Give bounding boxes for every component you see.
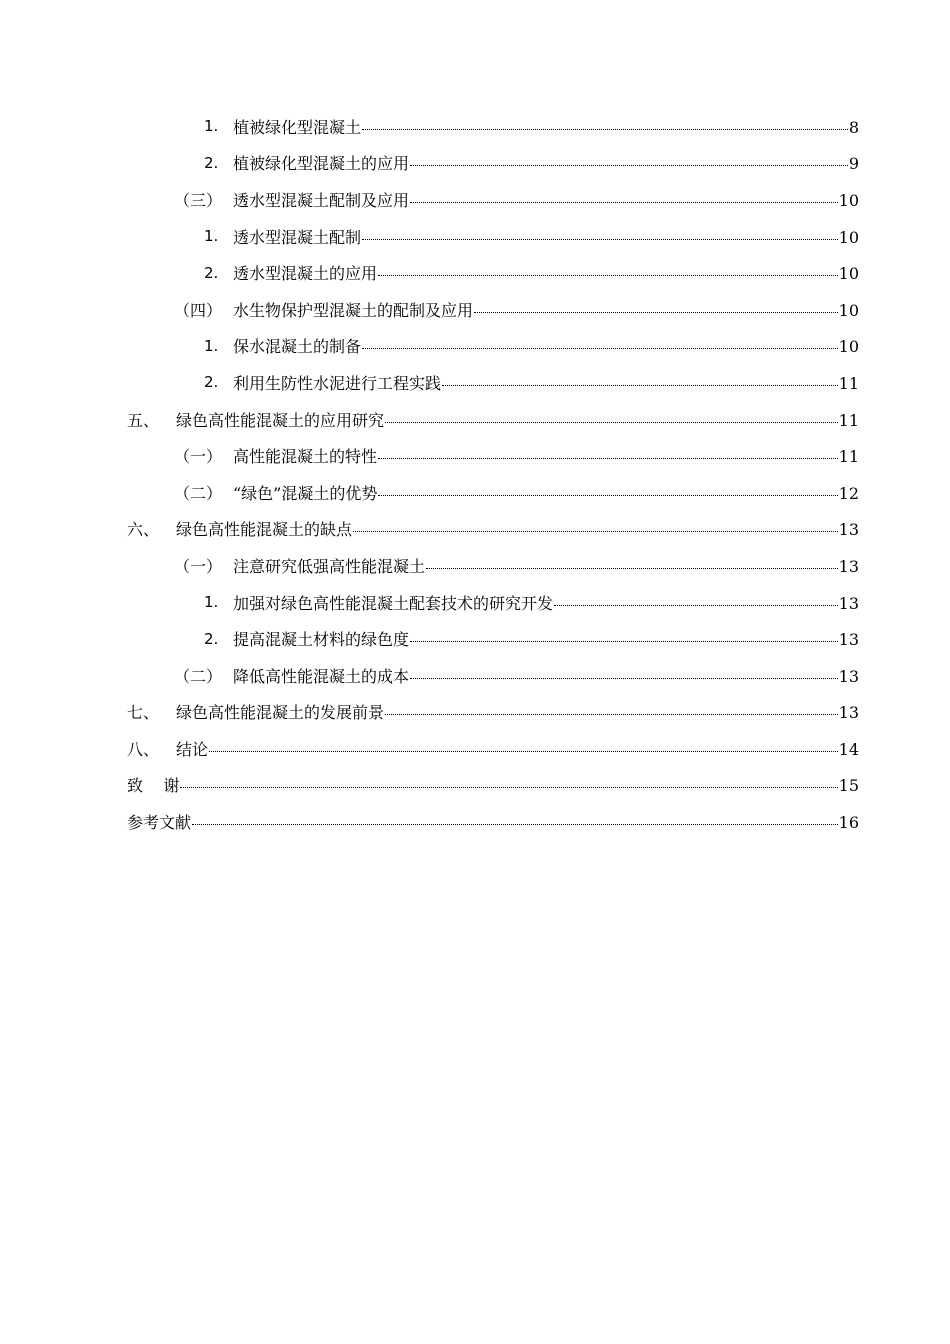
toc-entry-title: 参考文献 (127, 813, 192, 833)
toc-entry-page-number: 13 (838, 593, 859, 613)
toc-entry-number: 五、 (127, 410, 160, 430)
toc-entry-number: 七、 (127, 703, 160, 723)
dot-leader (410, 165, 848, 166)
dot-leader (192, 824, 838, 825)
toc-entry[interactable] (0, 584, 950, 621)
toc-entry-title: “绿色”混凝土的优势 (233, 483, 378, 503)
toc-entry-title: 透水型混凝土配制 (233, 227, 362, 247)
toc-entry-title: 绿色高性能混凝土的缺点 (176, 520, 353, 540)
toc-entry-number: （二） (174, 666, 223, 686)
dot-leader (474, 312, 838, 313)
toc-entry-number: （二） (174, 483, 223, 503)
toc-entry-line (233, 481, 859, 504)
toc-entry-number: 2. (204, 263, 219, 282)
toc-entry[interactable] (0, 291, 950, 328)
toc-entry[interactable] (0, 803, 950, 840)
toc-entry[interactable] (0, 145, 950, 182)
toc-entry-page-number: 13 (838, 630, 859, 650)
toc-entry-line (233, 554, 859, 577)
table-of-contents (0, 108, 950, 840)
toc-entry-title: 提高混凝土材料的绿色度 (233, 630, 410, 650)
toc-entry[interactable] (0, 437, 950, 474)
toc-entry-page-number: 9 (848, 154, 859, 174)
dot-leader (362, 239, 838, 240)
toc-entry-line (233, 298, 859, 321)
toc-entry-title: 利用生防性水泥进行工程实践 (233, 373, 442, 393)
toc-entry[interactable] (0, 474, 950, 511)
toc-entry[interactable] (0, 694, 950, 731)
dot-leader (180, 787, 837, 788)
toc-entry-page-number: 13 (838, 520, 859, 540)
dot-leader (410, 641, 838, 642)
toc-entry[interactable] (0, 657, 950, 694)
toc-entry-page-number: 10 (838, 190, 859, 210)
toc-entry-title: 透水型混凝土配制及应用 (233, 190, 410, 210)
toc-entry-page-number: 11 (838, 373, 859, 393)
toc-entry-page-number: 10 (838, 300, 859, 320)
dot-leader (362, 129, 848, 130)
toc-entry-title: 植被绿化型混凝土 (233, 117, 362, 137)
toc-entry-number: 2. (204, 629, 219, 648)
toc-entry-number: 2. (204, 373, 219, 392)
dot-leader (378, 275, 838, 276)
toc-entry-page-number: 12 (838, 483, 859, 503)
toc-entry-line (176, 517, 859, 540)
toc-entry-line (176, 408, 859, 431)
toc-entry-number: 1. (204, 227, 219, 246)
toc-entry-line (233, 151, 859, 174)
toc-entry-page-number: 8 (848, 117, 859, 137)
toc-entry-number: （四） (174, 300, 223, 320)
toc-entry-page-number: 13 (838, 703, 859, 723)
toc-entry-title: 高性能混凝土的特性 (233, 447, 378, 467)
toc-entry-number: （一） (174, 447, 223, 467)
dot-leader (362, 348, 838, 349)
toc-entry-title: 降低高性能混凝土的成本 (233, 666, 410, 686)
toc-entry[interactable] (0, 511, 950, 548)
toc-entry[interactable] (0, 730, 950, 767)
toc-entry-number: 八、 (127, 739, 160, 759)
toc-entry-page-number: 14 (838, 739, 859, 759)
dot-leader (410, 202, 838, 203)
toc-entry-line (127, 810, 859, 833)
toc-entry-line (127, 773, 859, 796)
toc-entry-line (233, 261, 859, 284)
toc-entry-line (176, 737, 859, 760)
toc-entry-page-number: 11 (838, 447, 859, 467)
dot-leader (378, 495, 837, 496)
toc-entry-title: 绿色高性能混凝土的应用研究 (176, 410, 385, 430)
toc-entry-number: （三） (174, 190, 223, 210)
dot-leader (554, 605, 838, 606)
toc-entry-page-number: 11 (838, 410, 859, 430)
toc-entry-title: 致 谢 (127, 776, 180, 796)
dot-leader (209, 751, 838, 752)
toc-entry-line (233, 188, 859, 211)
toc-entry-title: 绿色高性能混凝土的发展前景 (176, 703, 385, 723)
toc-entry-line (233, 444, 859, 467)
toc-entry-page-number: 13 (838, 666, 859, 686)
toc-entry-title: 注意研究低强高性能混凝土 (233, 556, 426, 576)
toc-entry-page-number: 10 (838, 337, 859, 357)
toc-entry-page-number: 15 (838, 776, 859, 796)
toc-entry[interactable] (0, 218, 950, 255)
toc-entry[interactable] (0, 620, 950, 657)
toc-entry-number: 2. (204, 153, 219, 172)
dot-leader (353, 531, 838, 532)
toc-entry[interactable] (0, 364, 950, 401)
toc-entry-line (233, 334, 859, 357)
toc-entry-page-number: 16 (838, 813, 859, 833)
toc-entry-page-number: 10 (838, 264, 859, 284)
toc-entry-page-number: 10 (838, 227, 859, 247)
toc-entry-line (233, 664, 859, 687)
toc-entry-title: 保水混凝土的制备 (233, 337, 362, 357)
toc-entry-line (233, 371, 859, 394)
toc-entry-title: 结论 (176, 739, 209, 759)
toc-entry-number: 1. (204, 593, 219, 612)
toc-entry[interactable] (0, 547, 950, 584)
dot-leader (385, 714, 838, 715)
toc-entry[interactable] (0, 181, 950, 218)
dot-leader (442, 385, 838, 386)
toc-entry-title: 透水型混凝土的应用 (233, 264, 378, 284)
toc-entry-number: （一） (174, 556, 223, 576)
dot-leader (385, 422, 838, 423)
toc-entry[interactable] (0, 328, 950, 365)
dot-leader (378, 458, 838, 459)
toc-entry-title: 水生物保护型混凝土的配制及应用 (233, 300, 474, 320)
toc-entry-page-number: 13 (838, 556, 859, 576)
toc-entry-title: 植被绿化型混凝土的应用 (233, 154, 410, 174)
toc-entry[interactable] (0, 767, 950, 804)
toc-entry-line (233, 115, 859, 138)
toc-entry-number: 1. (204, 117, 219, 136)
toc-entry-number: 1. (204, 336, 219, 355)
toc-entry-line (233, 627, 859, 650)
toc-entry-line (233, 225, 859, 248)
toc-entry-line (176, 700, 859, 723)
toc-entry[interactable] (0, 401, 950, 438)
toc-entry[interactable] (0, 108, 950, 145)
toc-entry-line (233, 591, 859, 614)
toc-entry[interactable] (0, 254, 950, 291)
dot-leader (410, 678, 838, 679)
toc-entry-title: 加强对绿色高性能混凝土配套技术的研究开发 (233, 593, 554, 613)
toc-entry-number: 六、 (127, 520, 160, 540)
dot-leader (426, 568, 838, 569)
